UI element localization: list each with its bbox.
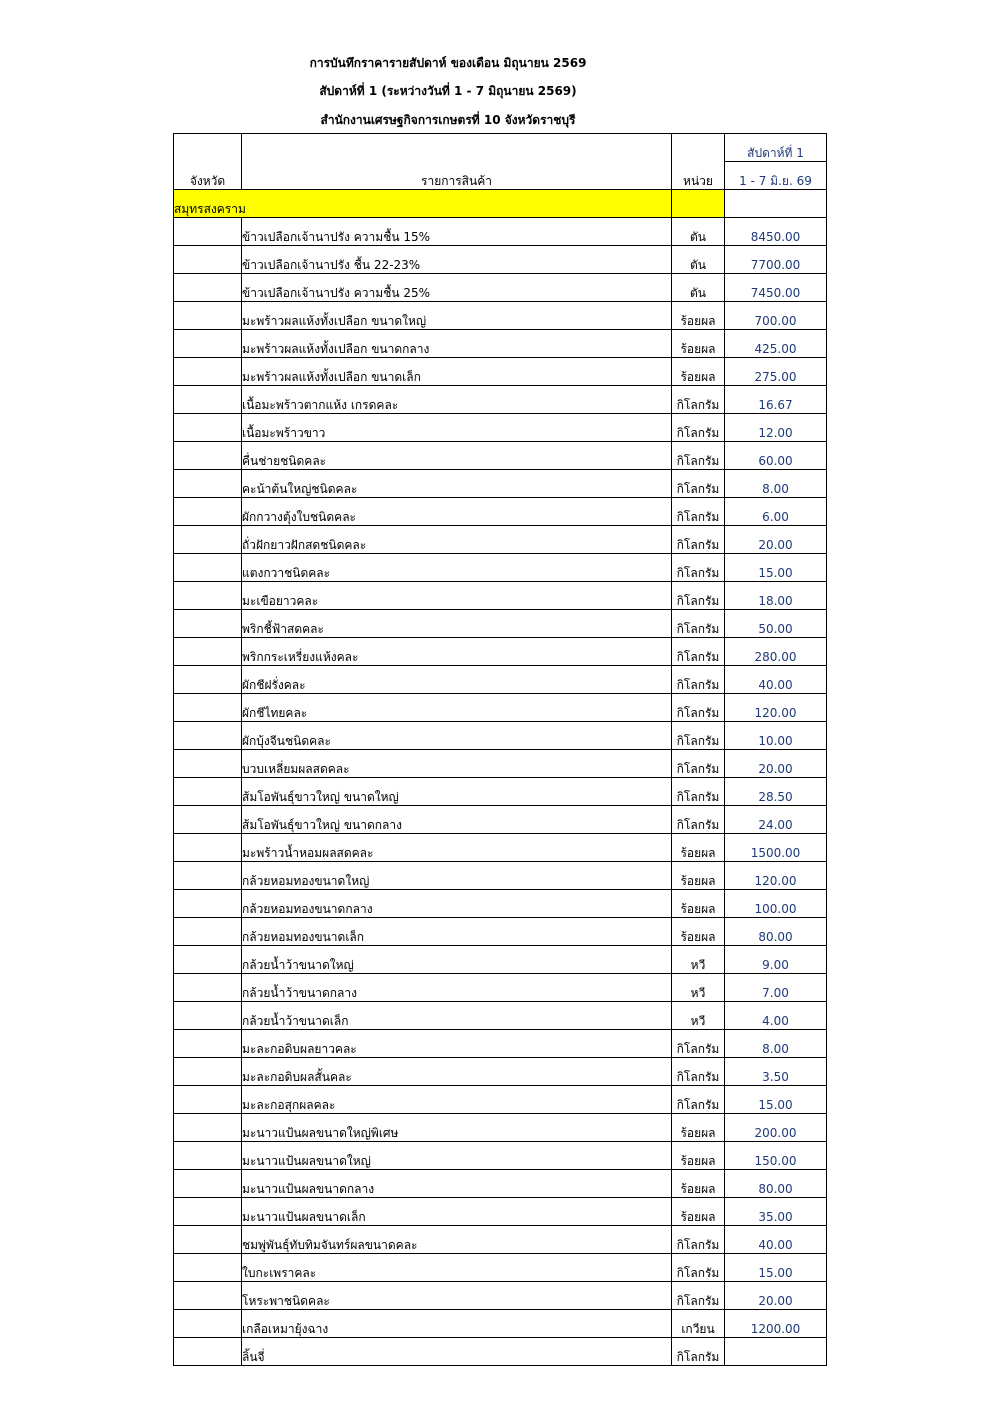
table-row (174, 750, 827, 778)
item-unit: หวี (672, 974, 725, 1002)
province-cell (174, 750, 242, 778)
item-unit: ร้อยผล (672, 302, 725, 330)
col-header-province: จังหวัด (174, 134, 242, 190)
item-unit: ร้อยผล (672, 358, 725, 386)
table-row (174, 722, 827, 750)
item-name: มะนาวแป้นผลขนาดใหญ่ (242, 1142, 672, 1170)
item-name: กล้วยหอมทองขนาดใหญ่ (242, 862, 672, 890)
table-row (174, 414, 827, 442)
province-row (174, 190, 827, 218)
province-cell (174, 1282, 242, 1310)
item-name: ข้าวเปลือกเจ้านาปรัง ชื้น 22-23% (242, 246, 672, 274)
item-price: 15.00 (725, 554, 827, 582)
table-row (174, 862, 827, 890)
province-name: สมุทรสงคราม (174, 190, 672, 218)
item-price: 9.00 (725, 946, 827, 974)
item-price: 20.00 (725, 526, 827, 554)
item-unit: กิโลกรัม (672, 442, 725, 470)
province-cell (174, 498, 242, 526)
item-name: บวบเหลี่ยมผลสดคละ (242, 750, 672, 778)
item-name: กล้วยน้ำว้าขนาดกลาง (242, 974, 672, 1002)
item-name: ข้าวเปลือกเจ้านาปรัง ความชื้น 25% (242, 274, 672, 302)
table-row (174, 1030, 827, 1058)
item-price: 50.00 (725, 610, 827, 638)
item-price: 8.00 (725, 1030, 827, 1058)
province-value-cell (725, 190, 827, 218)
item-name: กล้วยน้ำว้าขนาดใหญ่ (242, 946, 672, 974)
col-header-week: สัปดาห์ที่ 1 (725, 134, 827, 162)
item-price: 60.00 (725, 442, 827, 470)
item-price: 100.00 (725, 890, 827, 918)
item-price: 280.00 (725, 638, 827, 666)
item-unit: กิโลกรัม (672, 666, 725, 694)
item-name: ผักกวางตุ้งใบชนิดคละ (242, 498, 672, 526)
item-name: ส้มโอพันธุ์ขาวใหญ่ ขนาดใหญ่ (242, 778, 672, 806)
table-row (174, 666, 827, 694)
province-cell (174, 1226, 242, 1254)
table-row (174, 330, 827, 358)
table-row (174, 1282, 827, 1310)
table-row (174, 358, 827, 386)
item-unit: กิโลกรัม (672, 498, 725, 526)
province-cell (174, 414, 242, 442)
item-price: 275.00 (725, 358, 827, 386)
item-unit: กิโลกรัม (672, 694, 725, 722)
item-unit: ร้อยผล (672, 1114, 725, 1142)
item-unit: กิโลกรัม (672, 1338, 725, 1366)
table-row (174, 834, 827, 862)
table-row (174, 1142, 827, 1170)
report-title: การบันทึกราคารายสัปดาห์ ของเดือน มิถุนายน 2569 (309, 56, 587, 70)
item-name: ใบกะเพราคละ (242, 1254, 672, 1282)
table-row (174, 218, 827, 246)
table-row (174, 1058, 827, 1086)
table-row (174, 1114, 827, 1142)
item-name: มะนาวแป้นผลขนาดกลาง (242, 1170, 672, 1198)
table-row (174, 1310, 827, 1338)
item-name: กล้วยหอมทองขนาดกลาง (242, 890, 672, 918)
table-row (174, 806, 827, 834)
item-price: 15.00 (725, 1254, 827, 1282)
item-unit: กิโลกรัม (672, 638, 725, 666)
item-name: ผักบุ้งจีนชนิดคละ (242, 722, 672, 750)
province-cell (174, 1030, 242, 1058)
item-price: 7450.00 (725, 274, 827, 302)
table-row (174, 918, 827, 946)
item-name: เกลือเหมายุ้งฉาง (242, 1310, 672, 1338)
item-unit: กิโลกรัม (672, 582, 725, 610)
province-cell (174, 1310, 242, 1338)
table-row (174, 442, 827, 470)
province-cell (174, 806, 242, 834)
province-cell (174, 610, 242, 638)
table-row (174, 1086, 827, 1114)
item-unit: กิโลกรัม (672, 1058, 725, 1086)
table-row (174, 582, 827, 610)
item-price: 3.50 (725, 1058, 827, 1086)
item-name: พริกชี้ฟ้าสดคละ (242, 610, 672, 638)
item-unit: หวี (672, 1002, 725, 1030)
province-cell (174, 1086, 242, 1114)
item-unit: หวี (672, 946, 725, 974)
item-price: 80.00 (725, 1170, 827, 1198)
item-name: ผักชีฝรั่งคละ (242, 666, 672, 694)
table-row (174, 890, 827, 918)
province-cell (174, 386, 242, 414)
province-cell (174, 274, 242, 302)
item-name: กล้วยหอมทองขนาดเล็ก (242, 918, 672, 946)
table-row (174, 302, 827, 330)
item-price: 10.00 (725, 722, 827, 750)
province-cell (174, 722, 242, 750)
province-cell (174, 890, 242, 918)
item-name: มะพร้าวผลแห้งทั้งเปลือก ขนาดเล็ก (242, 358, 672, 386)
item-unit: ตัน (672, 274, 725, 302)
report-week-subtitle: สัปดาห์ที่ 1 (ระหว่างวันที่ 1 - 7 มิถุนายน 2569) (319, 84, 577, 98)
province-cell (174, 834, 242, 862)
item-unit: ตัน (672, 246, 725, 274)
table-row (174, 470, 827, 498)
table-row (174, 638, 827, 666)
province-cell (174, 918, 242, 946)
item-name: ถั่วฝักยาวฝักสดชนิดคละ (242, 526, 672, 554)
item-name: มะพร้าวผลแห้งทั้งเปลือก ขนาดกลาง (242, 330, 672, 358)
province-cell (174, 246, 242, 274)
item-unit: กิโลกรัม (672, 1086, 725, 1114)
item-unit: เกวียน (672, 1310, 725, 1338)
item-price: 40.00 (725, 1226, 827, 1254)
item-price: 8450.00 (725, 218, 827, 246)
province-cell (174, 218, 242, 246)
province-cell (174, 946, 242, 974)
item-price: 12.00 (725, 414, 827, 442)
item-price: 20.00 (725, 750, 827, 778)
table-row (174, 1226, 827, 1254)
item-price: 7.00 (725, 974, 827, 1002)
province-unit-cell (672, 190, 725, 218)
province-cell (174, 1254, 242, 1282)
item-name: ชมพู่พันธุ์ทับทิมจันทร์ผลขนาดคละ (242, 1226, 672, 1254)
item-unit: ร้อยผล (672, 330, 725, 358)
col-header-unit: หน่วย (672, 134, 725, 190)
item-unit: ร้อยผล (672, 890, 725, 918)
item-unit: กิโลกรัม (672, 1226, 725, 1254)
item-unit: ร้อยผล (672, 1142, 725, 1170)
item-name: มะพร้าวน้ำหอมผลสดคละ (242, 834, 672, 862)
item-name: มะนาวแป้นผลขนาดเล็ก (242, 1198, 672, 1226)
item-price: 15.00 (725, 1086, 827, 1114)
province-cell (174, 638, 242, 666)
province-cell (174, 582, 242, 610)
province-cell (174, 526, 242, 554)
item-name: มะละกอสุกผลคละ (242, 1086, 672, 1114)
item-unit: ร้อยผล (672, 834, 725, 862)
item-price: 24.00 (725, 806, 827, 834)
item-unit: กิโลกรัม (672, 750, 725, 778)
province-cell (174, 1142, 242, 1170)
table-row (174, 274, 827, 302)
item-price: 28.50 (725, 778, 827, 806)
table-row (174, 1198, 827, 1226)
item-name: โหระพาชนิดคละ (242, 1282, 672, 1310)
item-name: เนื้อมะพร้าวตากแห้ง เกรดคละ (242, 386, 672, 414)
province-cell (174, 554, 242, 582)
table-row (174, 1338, 827, 1366)
province-cell (174, 974, 242, 1002)
item-name: มะเขือยาวคละ (242, 582, 672, 610)
item-name: ข้าวเปลือกเจ้านาปรัง ความชื้น 15% (242, 218, 672, 246)
item-unit: กิโลกรัม (672, 470, 725, 498)
item-unit: กิโลกรัม (672, 526, 725, 554)
province-cell (174, 442, 242, 470)
item-price: 700.00 (725, 302, 827, 330)
item-price: 200.00 (725, 1114, 827, 1142)
item-name: ผักชีไทยคละ (242, 694, 672, 722)
item-unit: ร้อยผล (672, 1198, 725, 1226)
item-unit: กิโลกรัม (672, 778, 725, 806)
province-cell (174, 1002, 242, 1030)
province-cell (174, 778, 242, 806)
province-cell (174, 1198, 242, 1226)
item-price (725, 1338, 827, 1366)
item-name: มะนาวแป้นผลขนาดใหญ่พิเศษ (242, 1114, 672, 1142)
item-name: กล้วยน้ำว้าขนาดเล็ก (242, 1002, 672, 1030)
price-table (173, 133, 827, 1366)
table-row (174, 246, 827, 274)
table-row (174, 1254, 827, 1282)
col-header-date-range: 1 - 7 มิ.ย. 69 (725, 162, 827, 190)
item-unit: กิโลกรัม (672, 554, 725, 582)
province-cell (174, 694, 242, 722)
item-unit: กิโลกรัม (672, 610, 725, 638)
item-price: 1500.00 (725, 834, 827, 862)
province-cell (174, 358, 242, 386)
item-price: 4.00 (725, 1002, 827, 1030)
province-cell (174, 330, 242, 358)
item-price: 1200.00 (725, 1310, 827, 1338)
province-cell (174, 1114, 242, 1142)
item-unit: กิโลกรัม (672, 722, 725, 750)
item-price: 40.00 (725, 666, 827, 694)
item-name: เนื้อมะพร้าวขาว (242, 414, 672, 442)
province-cell (174, 666, 242, 694)
table-row (174, 1170, 827, 1198)
item-name: ลิ้นจี่ (242, 1338, 672, 1366)
item-unit: กิโลกรัม (672, 1254, 725, 1282)
table-row (174, 974, 827, 1002)
item-price: 80.00 (725, 918, 827, 946)
table-row (174, 1002, 827, 1030)
item-name: พริกกระเหรี่ยงแห้งคละ (242, 638, 672, 666)
item-price: 120.00 (725, 862, 827, 890)
item-price: 120.00 (725, 694, 827, 722)
item-unit: กิโลกรัม (672, 414, 725, 442)
item-unit: ร้อยผล (672, 918, 725, 946)
item-price: 18.00 (725, 582, 827, 610)
item-name: คะน้าต้นใหญ่ชนิดคละ (242, 470, 672, 498)
item-price: 20.00 (725, 1282, 827, 1310)
province-cell (174, 862, 242, 890)
table-row (174, 526, 827, 554)
item-price: 425.00 (725, 330, 827, 358)
col-header-item: รายการสินค้า (242, 134, 672, 190)
item-name: คื่นช่ายชนิดคละ (242, 442, 672, 470)
province-cell (174, 470, 242, 498)
table-row (174, 694, 827, 722)
province-cell (174, 1338, 242, 1366)
item-unit: กิโลกรัม (672, 1282, 725, 1310)
item-price: 8.00 (725, 470, 827, 498)
item-name: มะพร้าวผลแห้งทั้งเปลือก ขนาดใหญ่ (242, 302, 672, 330)
province-cell (174, 302, 242, 330)
item-name: ส้มโอพันธุ์ขาวใหญ่ ขนาดกลาง (242, 806, 672, 834)
item-price: 6.00 (725, 498, 827, 526)
item-unit: กิโลกรัม (672, 1030, 725, 1058)
province-cell (174, 1170, 242, 1198)
table-row (174, 498, 827, 526)
table-row (174, 610, 827, 638)
item-unit: ตัน (672, 218, 725, 246)
table-row (174, 386, 827, 414)
report-office: สำนักงานเศรษฐกิจการเกษตรที่ 10 จังหวัดราชบุรี (320, 113, 576, 127)
item-price: 150.00 (725, 1142, 827, 1170)
table-row (174, 778, 827, 806)
table-row (174, 946, 827, 974)
item-unit: กิโลกรัม (672, 806, 725, 834)
item-name: แตงกวาชนิดคละ (242, 554, 672, 582)
item-name: มะละกอดิบผลสั้นคละ (242, 1058, 672, 1086)
item-name: มะละกอดิบผลยาวคละ (242, 1030, 672, 1058)
province-cell (174, 1058, 242, 1086)
item-unit: ร้อยผล (672, 1170, 725, 1198)
item-price: 35.00 (725, 1198, 827, 1226)
item-price: 7700.00 (725, 246, 827, 274)
item-price: 16.67 (725, 386, 827, 414)
table-row (174, 554, 827, 582)
item-unit: ร้อยผล (672, 862, 725, 890)
item-unit: กิโลกรัม (672, 386, 725, 414)
